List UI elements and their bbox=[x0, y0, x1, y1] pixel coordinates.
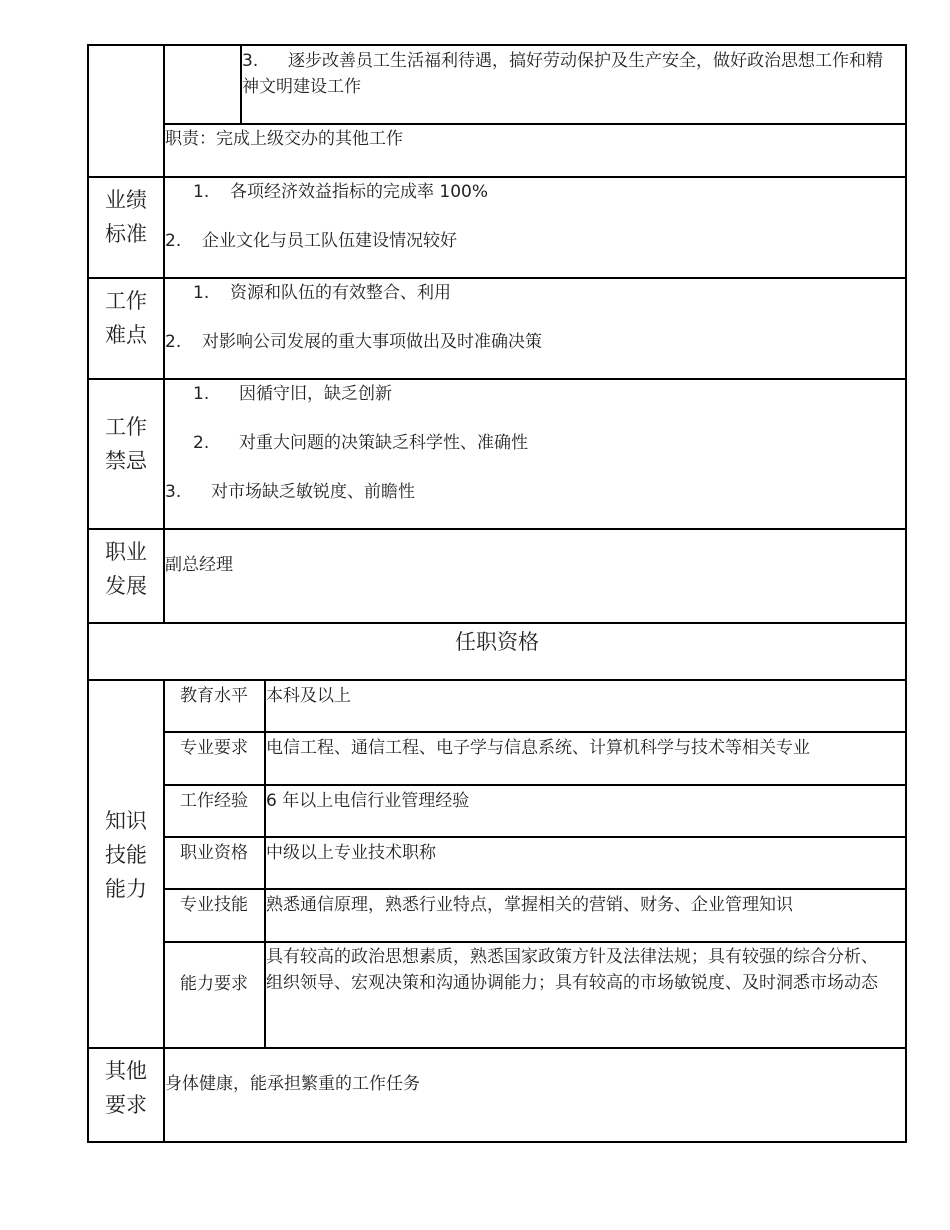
taboo-item-number: 2. bbox=[193, 433, 210, 453]
taboo-label bbox=[88, 410, 164, 478]
other-label bbox=[88, 1054, 164, 1122]
difficulty-label-line2: 难点 bbox=[105, 323, 147, 347]
taboo-label-line1: 工作 bbox=[105, 415, 147, 439]
duty-item-text: 逐步改善员工生活福利待遇，搞好劳动保护及生产安全，做好政治思想工作和精神文明建设工作 bbox=[242, 51, 883, 97]
qualification-row-name: 专业要求 bbox=[180, 738, 248, 758]
qualification-row-divider bbox=[163, 941, 906, 943]
qualification-row-divider bbox=[163, 784, 906, 786]
table-border-right bbox=[905, 44, 907, 1142]
taboo-item-text: 对重大问题的决策缺乏科学性、准确性 bbox=[239, 433, 528, 453]
performance-item-text: 各项经济效益指标的完成率 100% bbox=[230, 182, 489, 202]
section-divider bbox=[87, 622, 907, 624]
qualification-label-line3: 能力 bbox=[105, 877, 147, 901]
section-divider bbox=[87, 679, 907, 681]
taboo-item-text: 因循守旧，缺乏创新 bbox=[239, 384, 392, 404]
qualification-label-line1: 知识 bbox=[105, 809, 147, 833]
qualification-label-line2: 技能 bbox=[105, 843, 147, 867]
table-border-bottom bbox=[87, 1141, 907, 1143]
qualification-row-name: 专业技能 bbox=[180, 895, 248, 915]
difficulty-item-number: 2. bbox=[165, 332, 182, 352]
performance-item-text: 企业文化与员工队伍建设情况较好 bbox=[202, 231, 457, 251]
qualification-row-value: 中级以上专业技术职称 bbox=[266, 843, 436, 863]
qualification-row-value: 熟悉通信原理，熟悉行业特点，掌握相关的营销、财务、企业管理知识 bbox=[266, 895, 793, 915]
qualification-row-divider bbox=[163, 888, 906, 890]
other-label-line2: 要求 bbox=[105, 1093, 147, 1117]
taboo-item-number: 1. bbox=[193, 384, 210, 404]
career-label-line1: 职业 bbox=[105, 540, 147, 564]
qualification-label bbox=[88, 804, 164, 906]
qualification-row-name: 职业资格 bbox=[180, 843, 248, 863]
section-title: 任职资格 bbox=[455, 630, 539, 654]
performance-label bbox=[88, 183, 164, 251]
duty-row-divider bbox=[163, 123, 906, 125]
duty-item-number: 3. bbox=[242, 51, 259, 71]
qualification-row-value: 本科及以上 bbox=[266, 686, 351, 706]
other-label-line1: 其他 bbox=[105, 1059, 147, 1083]
section-divider bbox=[87, 378, 907, 380]
performance-item-number: 1. bbox=[193, 182, 210, 202]
taboo-item-text: 对市场缺乏敏锐度、前瞻性 bbox=[211, 482, 415, 502]
difficulty-item-number: 1. bbox=[193, 283, 210, 303]
qualification-row-divider bbox=[163, 731, 906, 733]
performance-item-number: 2. bbox=[165, 231, 182, 251]
taboo-item-number: 3. bbox=[165, 482, 182, 502]
qualification-row-value: 具有较高的政治思想素质，熟悉国家政策方针及法律法规；具有较强的综合分析、组织领导、宏观决策和沟通协调能力；具有较高的市场敏锐度、及时洞悉市场动态 bbox=[266, 947, 878, 993]
qualification-row-value: 6 年以上电信行业管理经验 bbox=[266, 791, 470, 811]
qualification-row-name: 教育水平 bbox=[180, 686, 248, 706]
other-duty: 职责：完成上级交办的其他工作 bbox=[165, 129, 403, 149]
difficulty-label bbox=[88, 284, 164, 352]
section-divider bbox=[87, 528, 907, 530]
other-value: 身体健康，能承担繁重的工作任务 bbox=[165, 1074, 420, 1094]
table-border-top bbox=[87, 44, 907, 46]
section-divider bbox=[87, 1047, 907, 1049]
taboo-label-line2: 禁忌 bbox=[105, 449, 147, 473]
performance-label-line1: 业绩 bbox=[105, 188, 147, 212]
career-value: 副总经理 bbox=[165, 555, 233, 575]
qualification-row-name: 工作经验 bbox=[180, 791, 248, 811]
qualification-row-name: 能力要求 bbox=[180, 974, 248, 994]
difficulty-item-text: 对影响公司发展的重大事项做出及时准确决策 bbox=[202, 332, 542, 352]
qualification-row-value: 电信工程、通信工程、电子学与信息系统、计算机科学与技术等相关专业 bbox=[266, 738, 810, 758]
difficulty-item-text: 资源和队伍的有效整合、利用 bbox=[230, 283, 451, 303]
career-label-line2: 发展 bbox=[105, 574, 147, 598]
difficulty-label-line1: 工作 bbox=[105, 289, 147, 313]
section-divider bbox=[87, 277, 907, 279]
qualification-row-divider bbox=[163, 836, 906, 838]
performance-label-line2: 标准 bbox=[105, 222, 147, 246]
section-divider bbox=[87, 176, 907, 178]
career-label bbox=[88, 535, 164, 603]
